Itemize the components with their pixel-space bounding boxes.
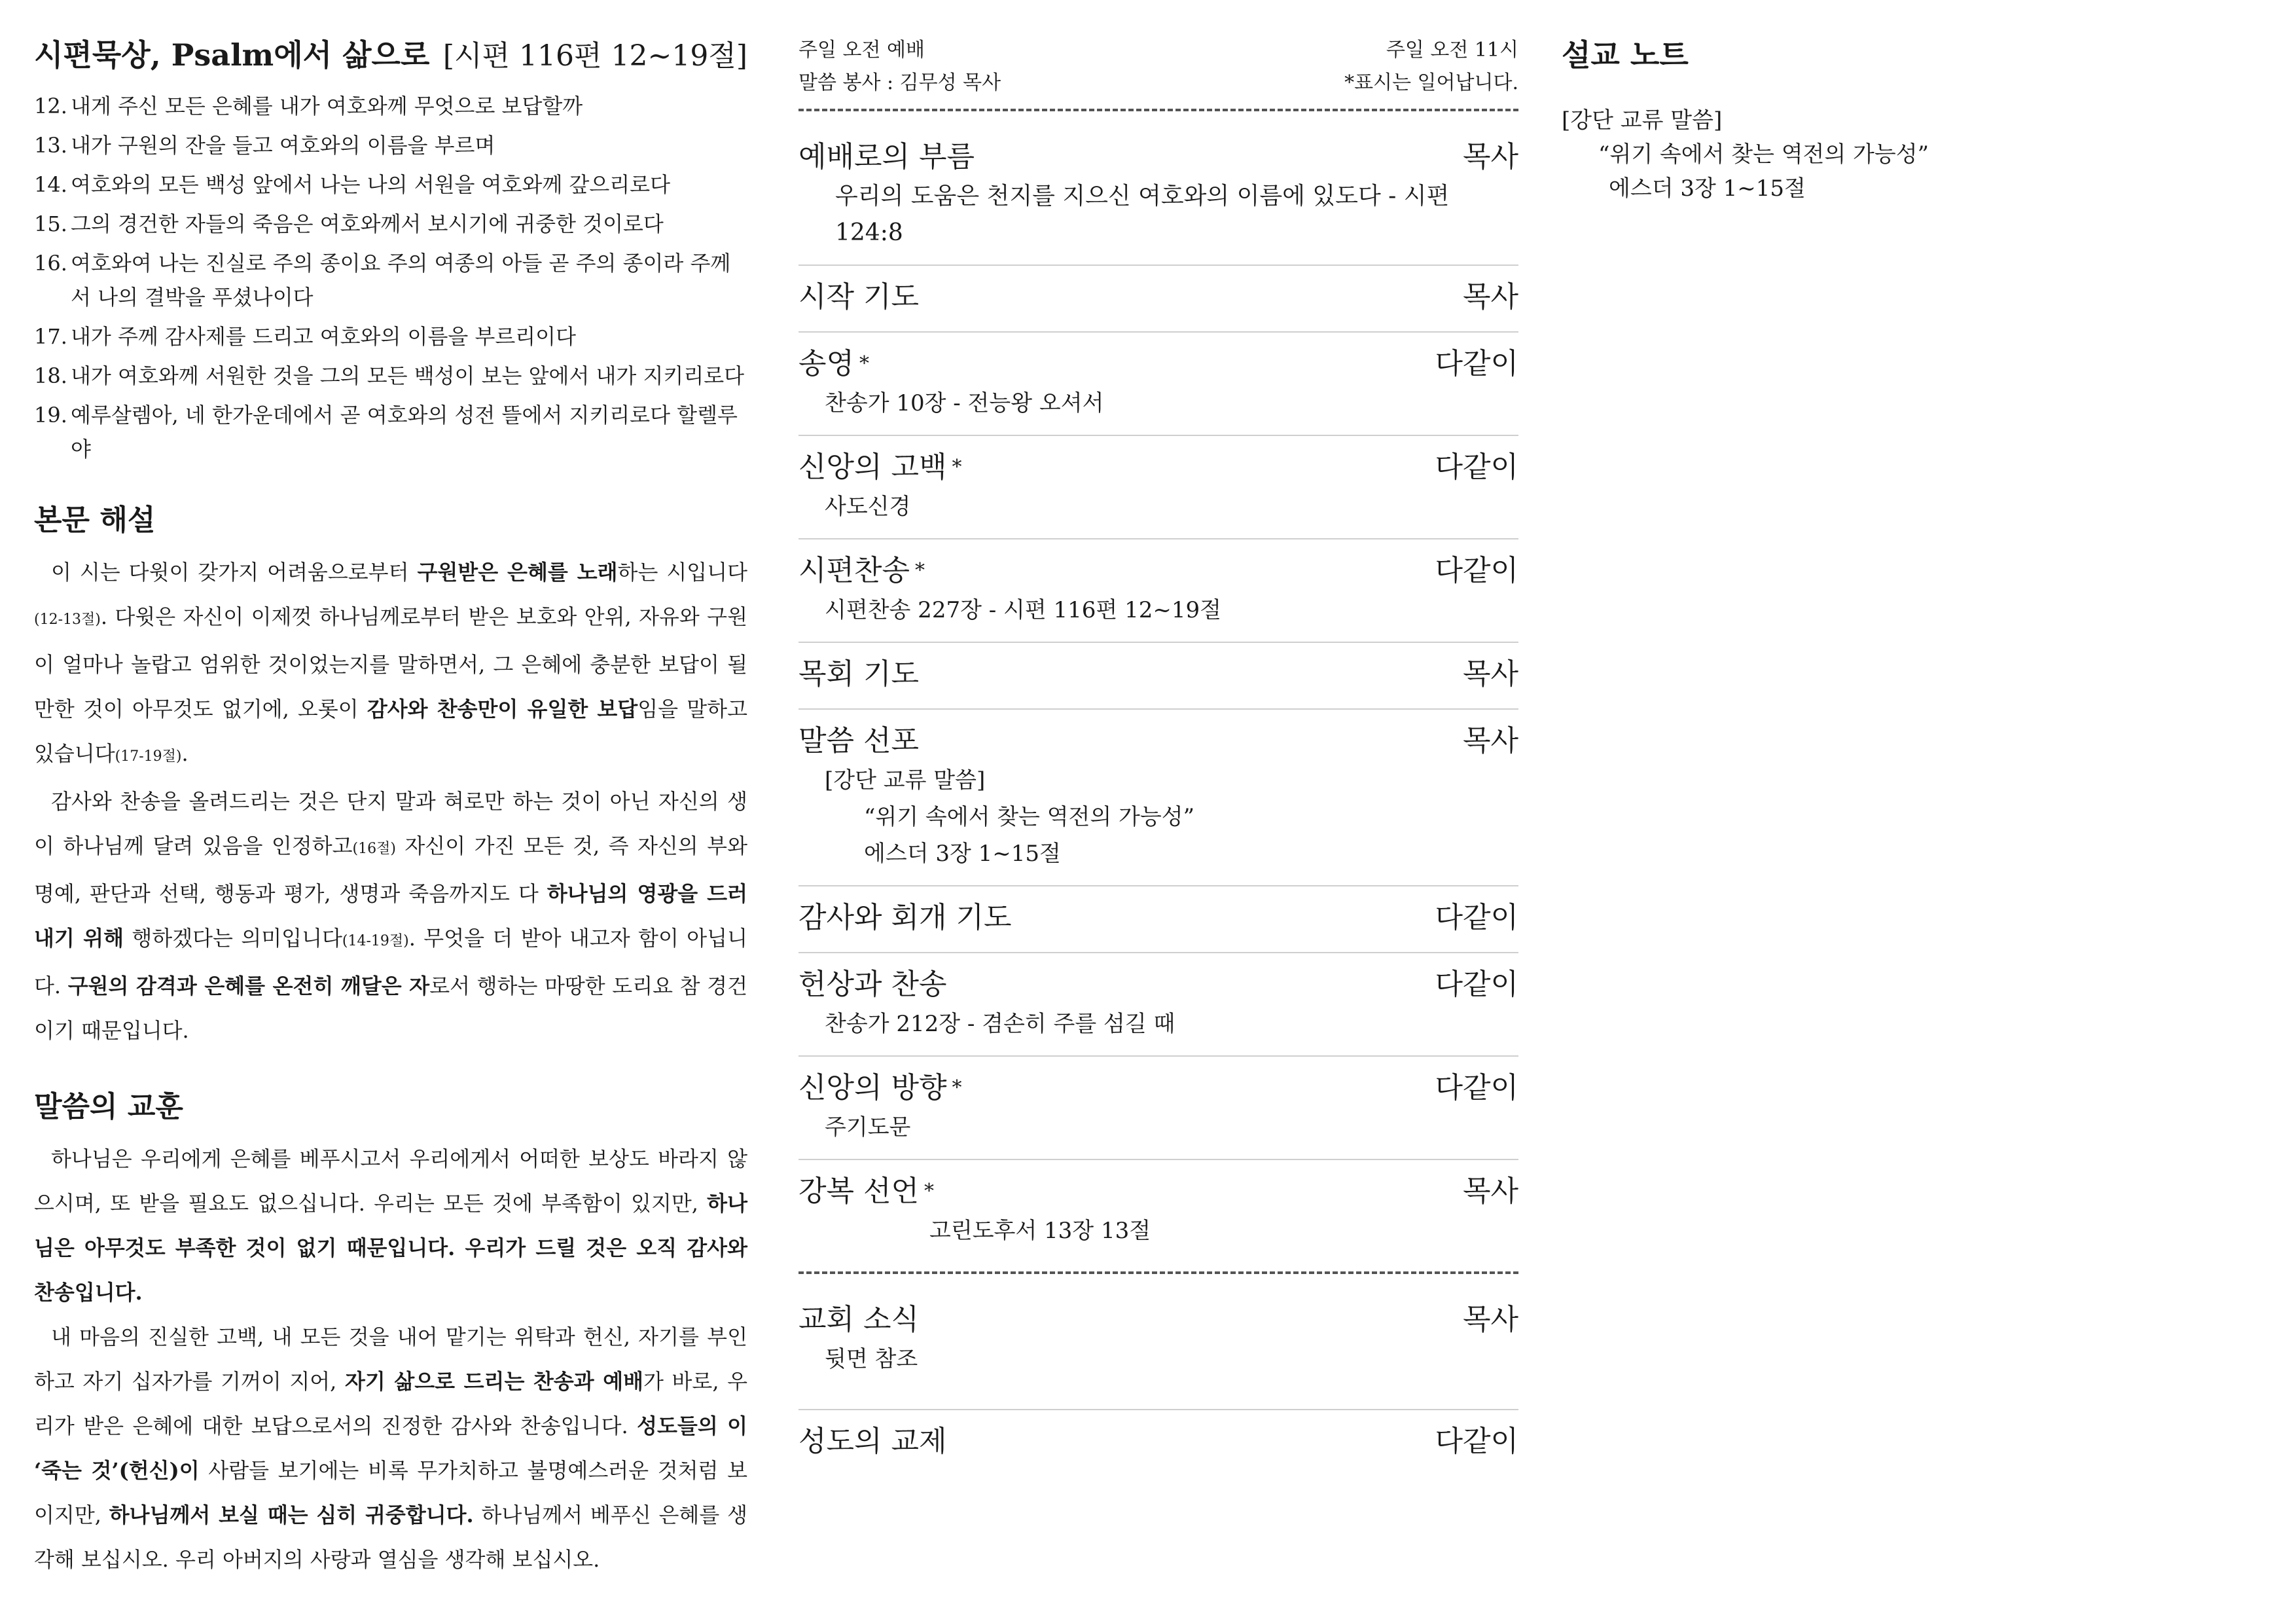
body-text: 하는 시입니다: [617, 560, 747, 585]
worship-item: [798, 436, 1518, 539]
worship-item-leader: 다같이: [1435, 968, 1518, 1001]
sermon-notes-title: 설교 노트: [1562, 37, 1689, 73]
service-time: 주일 오전 11시: [1386, 39, 1518, 62]
worship-item-header: [798, 1421, 1518, 1463]
verse-item: [34, 319, 747, 354]
worship-item-title: 시작 기도: [798, 280, 920, 314]
worship-item-header: [798, 1067, 1518, 1109]
worship-item-header: [798, 136, 1518, 178]
commentary-title: 본문 해설: [34, 503, 156, 537]
after-service-list: [798, 1288, 1518, 1476]
body-text: 임을 말하고 있습니다: [34, 697, 747, 766]
sermon-notes-sermon-title: “위기 속에서 찾는 역전의 가능성”: [1598, 141, 1929, 168]
body-text: 사람들 보기에는 비록 무가치하고 불명예스러운 것처럼 보이지만,: [34, 1458, 747, 1527]
worship-item-leader: 다같이: [1435, 1425, 1518, 1458]
stand-marker: *: [915, 559, 925, 582]
verse-number: 19.: [34, 403, 67, 428]
sermon-notes-label: [강단 교류 말씀]: [1562, 107, 1723, 134]
lesson-paragraph-2: [34, 1315, 747, 1582]
worship-item-title-wrap: [798, 343, 869, 385]
worship-item-title: 감사와 회개 기도: [798, 901, 1012, 934]
body-text: 행하겠다는 의미입니다: [124, 926, 342, 951]
body-text: 가 바로, 우리가 받은 은혜에 대한 보답으로서의 진정한 감사와 찬송입니다.: [34, 1369, 748, 1438]
verse-number: 17.: [34, 324, 67, 349]
verse-text: 내게 주신 모든 은혜를 내가 여호와께 무엇으로 보답할까: [71, 94, 583, 119]
worship-item-header: [798, 720, 1518, 762]
emphasis-text: 하나님은 아무것도 부족한 것이 없기 때문입니다. 우리가 드릴 것은 오직 감사와 찬송입니다.: [34, 1191, 747, 1305]
body-text: 내 마음의 진실한 고백, 내 모든 것을 내어 맡기는 위탁과 헌신, 자기를 부인하고 자기 십자가를 기꺼이 지어,: [34, 1324, 747, 1394]
verse-item: [34, 398, 747, 466]
worship-item-title-wrap: [798, 897, 1012, 939]
emphasis-text: 구원받은 은혜를 노래: [417, 560, 618, 585]
emphasis-text: 자기 삶으로 드리는 찬송과 예배: [344, 1369, 644, 1394]
body-text: 자신이 가진 모든 것, 즉 자신의 부와 명예, 판단과 선택, 행동과 평가, 생명과 죽음까지도 다: [34, 833, 747, 906]
worship-item-title-wrap: [798, 1171, 934, 1213]
emphasis-text: 구원의 감격과 은혜를 온전히 깨달은 자: [67, 974, 430, 998]
worship-item-leader: 목사: [1462, 280, 1518, 314]
body-text: 하나님은 우리에게 은혜를 베푸시고서 우리에게서 어떠한 보상도 바라지 않으시며, 또 받을 필요도 없으십니다. 우리는 모든 것에 부족함이 있지만,: [34, 1146, 747, 1216]
worship-item-title: 신앙의 고백: [798, 450, 947, 484]
worship-item-header: [798, 653, 1518, 695]
verse-text: 그의 경건한 자들의 죽음은 여호와께서 보시기에 귀중한 것이로다: [71, 211, 664, 236]
worship-item-title: 말씀 선포: [798, 724, 920, 757]
stand-note: *표시는 일어납니다.: [1344, 71, 1518, 94]
verse-text: 내가 여호와께 서원한 것을 그의 모든 백성이 보는 앞에서 내가 지키리로다: [71, 363, 745, 388]
psalm-meditation-column: [34, 31, 747, 1582]
stand-marker: *: [924, 1180, 935, 1203]
worship-item-title-wrap: [798, 1067, 962, 1109]
worship-item-header: [798, 550, 1518, 592]
verse-item: [34, 89, 747, 123]
worship-item-header: [798, 964, 1518, 1006]
worship-item-detail: [강단 교류 말씀]: [825, 767, 986, 793]
worship-item: [798, 126, 1518, 266]
worship-item-title: 시편찬송: [798, 554, 910, 587]
lesson-paragraph-1: [34, 1137, 747, 1315]
psalm-reference: [시편 116편 12~19절]: [442, 39, 747, 73]
verse-citation: (14-19절): [342, 933, 409, 949]
stand-marker: *: [952, 1076, 962, 1099]
service-info: [798, 34, 1518, 100]
worship-item: [798, 266, 1518, 333]
worship-item-header: [798, 1171, 1518, 1213]
worship-item-title: 송영: [798, 347, 855, 380]
body-text: 하나님께서 베푸신 은혜를 생각해 보십시오. 우리 아버지의 사랑과 열심을 생각해 보십시오.: [34, 1503, 747, 1572]
worship-item-leader: 다같이: [1435, 347, 1518, 380]
emphasis-text: 하나님께서 보실 때는 심히 귀중합니다.: [109, 1503, 474, 1527]
worship-item: [798, 953, 1518, 1057]
worship-item: [798, 1410, 1518, 1476]
worship-item-title-wrap: [798, 720, 919, 762]
worship-item-title: 예배로의 부름: [798, 140, 975, 173]
verse-list: [34, 89, 747, 466]
worship-item-title-wrap: [798, 447, 962, 488]
worship-item: [798, 643, 1518, 710]
commentary-paragraph-1: [34, 550, 747, 779]
worship-item-detail: 찬송가 10장 - 전능왕 오셔서: [825, 390, 1104, 416]
verse-text: 내가 주께 감사제를 드리고 여호와의 이름을 부르리이다: [71, 324, 577, 349]
worship-item-detail: 사도신경: [825, 494, 911, 520]
worship-item-leader: 목사: [1462, 1175, 1518, 1208]
worship-item-header: [798, 897, 1518, 939]
worship-item: [798, 539, 1518, 643]
verse-citation: (16절): [352, 841, 396, 857]
verse-number: 16.: [34, 251, 67, 276]
worship-item-title-wrap: [798, 964, 947, 1006]
verse-item: [34, 168, 747, 202]
worship-item-title-wrap: [798, 1421, 947, 1463]
worship-item-header: [798, 343, 1518, 385]
commentary-paragraph-2: [34, 779, 747, 1053]
worship-item-detail: 우리의 도움은 천지를 지으신 여호와의 이름에 있도다 - 시편 124:8: [835, 183, 1450, 246]
worship-item-leader: 목사: [1462, 1303, 1518, 1336]
psalm-title: 시편묵상, Psalm에서 삶으로: [34, 37, 430, 73]
worship-item-header: [798, 276, 1518, 318]
worship-item-leader: 다같이: [1435, 450, 1518, 484]
worship-item: [798, 886, 1518, 953]
worship-item-leader: 다같이: [1435, 901, 1518, 934]
verse-text: 예루살렘아, 네 한가운데에서 곧 여호와의 성전 뜰에서 지키리로다 할렐루야: [71, 403, 738, 462]
body-text: 감사와 찬송을 올려드리는 것은 단지 말과 혀로만 하는 것이 아닌 자신의 생이 하나님께 달려 있음을 인정하고: [34, 789, 747, 858]
verse-citation: (12-13절): [34, 611, 101, 628]
worship-item-detail: “위기 속에서 찾는 역전의 가능성”: [864, 804, 1194, 830]
body-text: 이 시는 다윗이 갖가지 어려움으로부터: [51, 560, 418, 585]
body-text: . 다윗은 자신이 이제껏 하나님께로부터 받은 보호와 안위, 자유와 구원이 얼마나 놀랍고 엄위한 것이었는지를 말하면서, 그 은혜에 충분한 보답이 될 만한 것이 아무것도 없기에, 오롯이: [34, 604, 747, 721]
worship-item-title-wrap: [798, 1299, 919, 1341]
worship-item-title: 목회 기도: [798, 657, 920, 691]
worship-item-title: 신앙의 방향: [798, 1071, 947, 1104]
worship-item: [798, 333, 1518, 436]
worship-item-header: [798, 1299, 1518, 1341]
verse-number: 14.: [34, 172, 67, 197]
worship-item: [798, 1160, 1518, 1262]
worship-item-title: 교회 소식: [798, 1303, 920, 1336]
worship-item-title-wrap: [798, 550, 925, 592]
verse-number: 12.: [34, 94, 67, 119]
worship-item-detail: 에스더 3장 1~15절: [864, 841, 1061, 867]
worship-item-leader: 다같이: [1435, 554, 1518, 587]
worship-item-detail: 고린도후서 13장 13절: [929, 1218, 1151, 1244]
verse-item: [34, 359, 747, 393]
preacher: 말씀 봉사 : 김무성 목사: [798, 71, 1001, 94]
worship-item: [798, 1057, 1518, 1160]
worship-item-title: 헌상과 찬송: [798, 968, 947, 1001]
dashed-divider: [798, 109, 1518, 111]
worship-item-title: 성도의 교제: [798, 1425, 947, 1458]
worship-item-leader: 다같이: [1435, 1071, 1518, 1104]
worship-item-leader: 목사: [1462, 724, 1518, 757]
emphasis-text: 성도들의 이 ‘죽는 것’(헌신)이: [34, 1413, 748, 1483]
sermon-notes-column: [1562, 31, 2255, 206]
emphasis-text: 하나님의 영광을 드러내기 위해: [34, 881, 747, 951]
worship-item-detail: 찬송가 212장 - 겸손히 주를 섬길 때: [825, 1011, 1175, 1037]
worship-item-detail: 뒷면 참조: [825, 1346, 918, 1372]
verse-item: [34, 207, 747, 241]
dashed-divider: [798, 1271, 1518, 1274]
worship-item-title: 강복 선언: [798, 1175, 920, 1208]
body-text: . 무엇을 더 받아 내고자 함이 아닙니다.: [34, 926, 747, 998]
verse-item: [34, 246, 747, 314]
worship-order-column: [798, 34, 1518, 1476]
psalm-header: [34, 31, 747, 75]
verse-item: [34, 128, 747, 162]
worship-item-title-wrap: [798, 276, 919, 318]
verse-number: 15.: [34, 211, 67, 236]
lesson-title: 말씀의 교훈: [34, 1090, 183, 1123]
sermon-notes-scripture: 에스더 3장 1~15절: [1609, 175, 1806, 202]
worship-item: [798, 1288, 1518, 1410]
stand-marker: *: [952, 456, 962, 479]
verse-text: 여호와여 나는 진실로 주의 종이요 주의 여종의 아들 곧 주의 종이라 주께서 나의 결박을 푸셨나이다: [71, 251, 731, 310]
worship-order-list: [798, 126, 1518, 1262]
worship-item-title-wrap: [798, 653, 919, 695]
verse-citation: (17-19절): [115, 748, 182, 765]
verse-text: 내가 구원의 잔을 들고 여호와의 이름을 부르며: [71, 133, 495, 158]
worship-item-leader: 목사: [1462, 657, 1518, 691]
worship-item-title-wrap: [798, 136, 975, 178]
verse-text: 여호와의 모든 백성 앞에서 나는 나의 서원을 여호와께 갚으리로다: [71, 172, 671, 197]
verse-number: 18.: [34, 363, 67, 388]
body-text: 로서 행하는 마땅한 도리요 참 경건이기 때문입니다.: [34, 974, 747, 1043]
stand-marker: *: [859, 352, 870, 375]
body-text: .: [181, 741, 188, 766]
verse-number: 13.: [34, 133, 67, 158]
worship-item-detail: 시편찬송 227장 - 시편 116편 12~19절: [825, 597, 1221, 623]
worship-item: [798, 710, 1518, 886]
worship-item-header: [798, 447, 1518, 488]
service-name: 주일 오전 예배: [798, 39, 925, 62]
worship-item-leader: 목사: [1462, 140, 1518, 173]
emphasis-text: 감사와 찬송만이 유일한 보답: [367, 697, 638, 721]
worship-item-detail: 주기도문: [825, 1114, 911, 1140]
